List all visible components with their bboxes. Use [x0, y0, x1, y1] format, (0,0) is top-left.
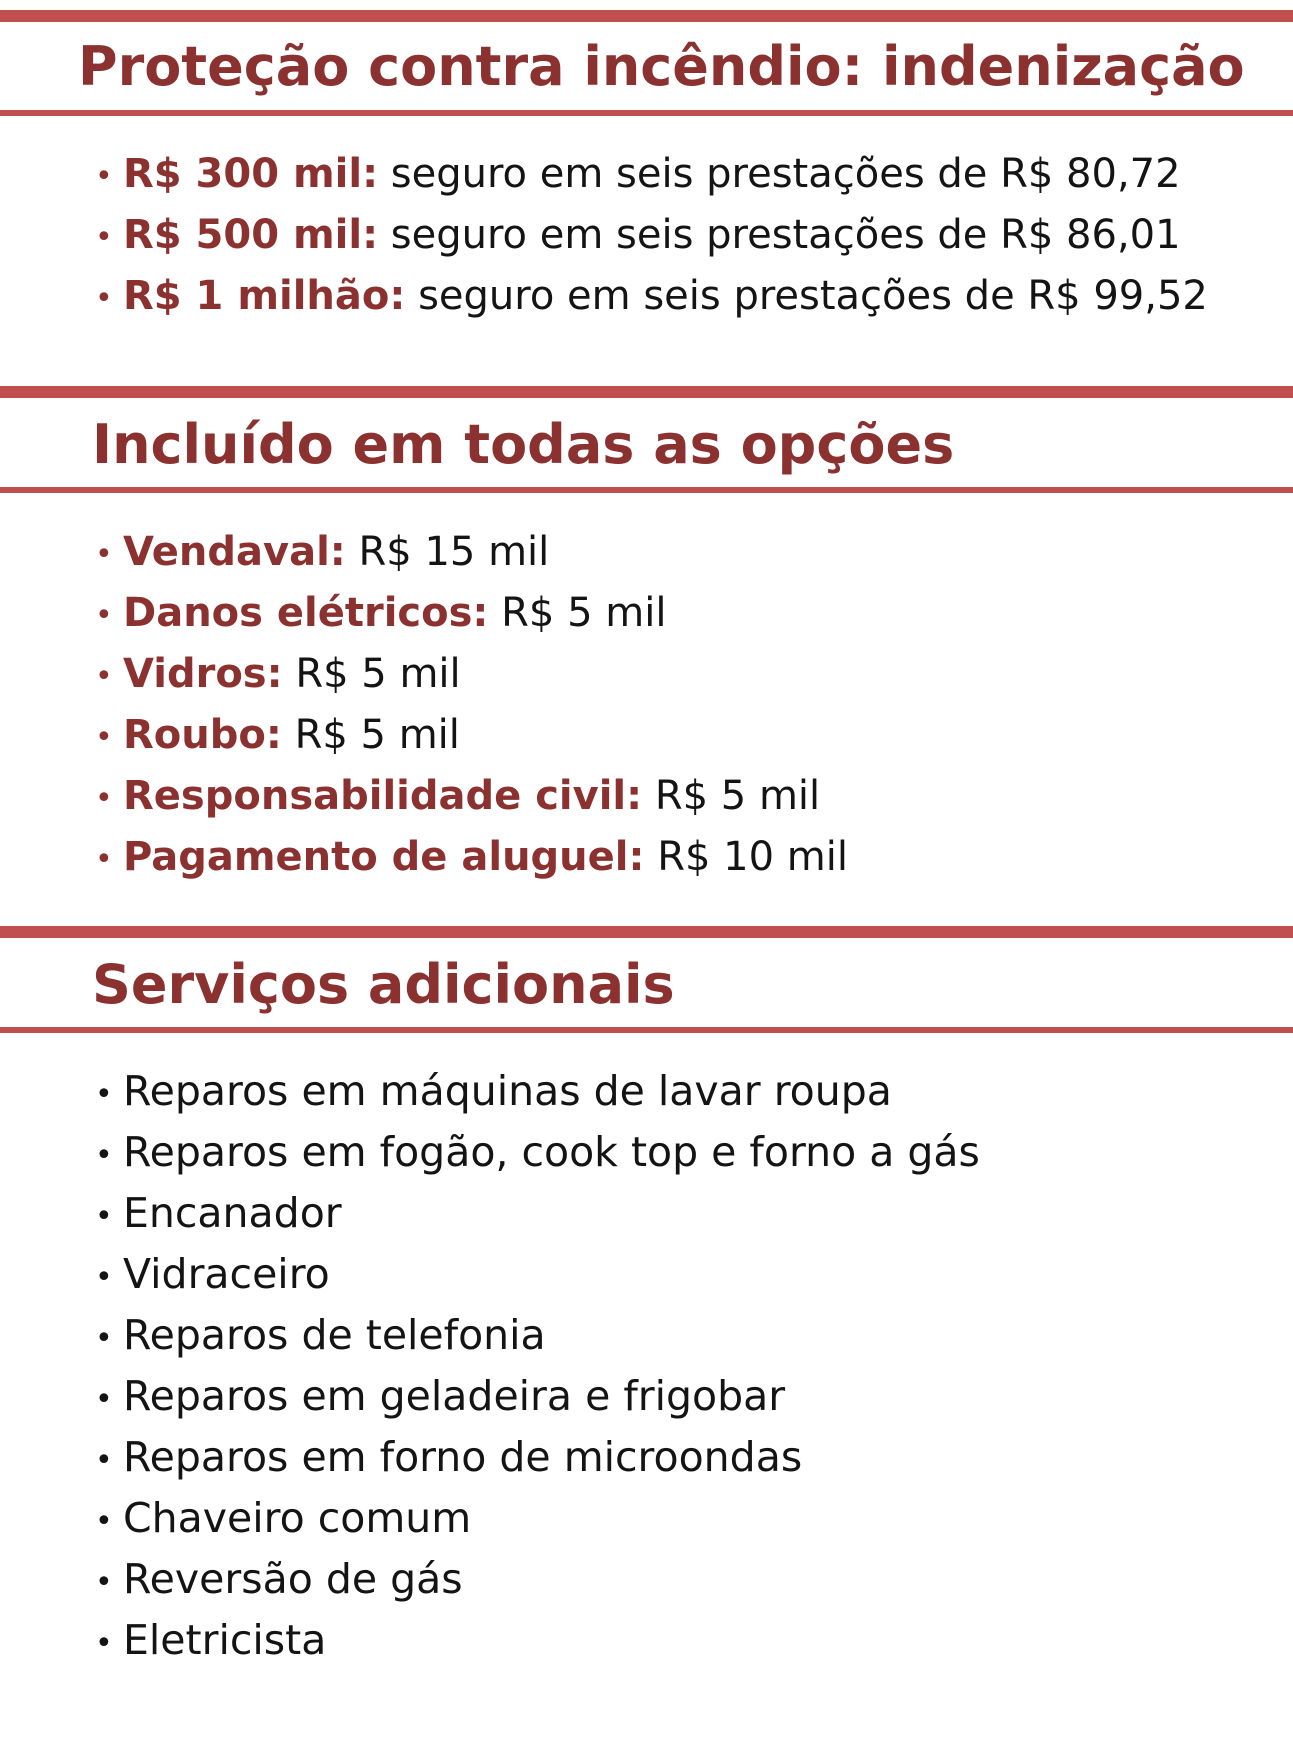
bullet-icon: • — [95, 597, 113, 633]
bullet-icon: • — [95, 219, 113, 255]
fire-protection-list — [95, 144, 1208, 327]
title-underline — [0, 1027, 1293, 1033]
list-item — [95, 1061, 980, 1122]
section-title-included: Incluído em todas as opções — [92, 413, 955, 476]
services-list — [95, 1061, 980, 1671]
coverage-label: Pagamento de aluguel: — [123, 834, 645, 880]
bullet-icon: • — [95, 841, 113, 877]
coverage-label: Roubo: — [123, 712, 282, 758]
service-text: Encanador — [123, 1189, 342, 1237]
bullet-icon: • — [95, 1564, 113, 1600]
coverage-label: Vidros: — [123, 651, 283, 697]
list-item — [95, 144, 1208, 205]
service-text: Vidraceiro — [123, 1250, 330, 1298]
section-title-fire-protection: Proteção contra incêndio: indenização — [78, 35, 1245, 98]
coverage-label: Vendaval: — [123, 529, 346, 575]
bullet-icon: • — [95, 1381, 113, 1417]
service-text: Chaveiro comum — [123, 1494, 472, 1542]
section-divider — [0, 386, 1293, 398]
bullet-icon: • — [95, 280, 113, 316]
coverage-amount: R$ 1 milhão: — [123, 273, 406, 319]
service-text: Reparos em geladeira e frigobar — [123, 1372, 786, 1420]
list-item — [95, 583, 848, 644]
list-item — [95, 766, 848, 827]
coverage-amount: R$ 500 mil: — [123, 212, 379, 258]
list-item — [95, 1244, 980, 1305]
list-item — [95, 644, 848, 705]
coverage-value: R$ 15 mil — [345, 529, 550, 575]
list-item — [95, 1305, 980, 1366]
coverage-label: Responsabilidade civil: — [123, 773, 643, 819]
list-item — [95, 266, 1208, 327]
coverage-value: R$ 10 mil — [644, 834, 848, 880]
bullet-icon: • — [95, 1198, 113, 1234]
coverage-description: seguro em seis prestações de R$ 99,52 — [405, 273, 1208, 319]
title-underline — [0, 110, 1293, 116]
list-item — [95, 1366, 980, 1427]
list-item — [95, 1549, 980, 1610]
service-text: Reparos em fogão, cook top e forno a gás — [123, 1128, 980, 1176]
list-item — [95, 705, 848, 766]
included-list — [95, 522, 848, 888]
list-item — [95, 1183, 980, 1244]
bullet-icon: • — [95, 780, 113, 816]
coverage-value: R$ 5 mil — [488, 590, 667, 636]
list-item — [95, 1488, 980, 1549]
bullet-icon: • — [95, 658, 113, 694]
bullet-icon: • — [95, 1076, 113, 1112]
list-item — [95, 1427, 980, 1488]
list-item — [95, 827, 848, 888]
bullet-icon: • — [95, 1137, 113, 1173]
coverage-value: R$ 5 mil — [282, 651, 461, 697]
section-title-services: Serviços adicionais — [92, 953, 675, 1016]
bullet-icon: • — [95, 1442, 113, 1478]
service-text: Reparos em forno de microondas — [123, 1433, 803, 1481]
coverage-label: Danos elétricos: — [123, 590, 489, 636]
list-item — [95, 1122, 980, 1183]
coverage-description: seguro em seis prestações de R$ 86,01 — [378, 212, 1181, 258]
coverage-value: R$ 5 mil — [642, 773, 821, 819]
coverage-description: seguro em seis prestações de R$ 80,72 — [378, 151, 1181, 197]
bullet-icon: • — [95, 1320, 113, 1356]
bullet-icon: • — [95, 1259, 113, 1295]
coverage-value: R$ 5 mil — [281, 712, 460, 758]
top-divider — [0, 10, 1293, 22]
bullet-icon: • — [95, 536, 113, 572]
list-item — [95, 522, 848, 583]
coverage-amount: R$ 300 mil: — [123, 151, 379, 197]
service-text: Eletricista — [123, 1616, 327, 1664]
section-divider — [0, 926, 1293, 938]
list-item — [95, 1610, 980, 1671]
bullet-icon: • — [95, 158, 113, 194]
title-underline — [0, 487, 1293, 493]
service-text: Reversão de gás — [123, 1555, 463, 1603]
service-text: Reparos em máquinas de lavar roupa — [123, 1067, 892, 1115]
bullet-icon: • — [95, 1625, 113, 1661]
bullet-icon: • — [95, 719, 113, 755]
list-item — [95, 205, 1208, 266]
bullet-icon: • — [95, 1503, 113, 1539]
service-text: Reparos de telefonia — [123, 1311, 546, 1359]
